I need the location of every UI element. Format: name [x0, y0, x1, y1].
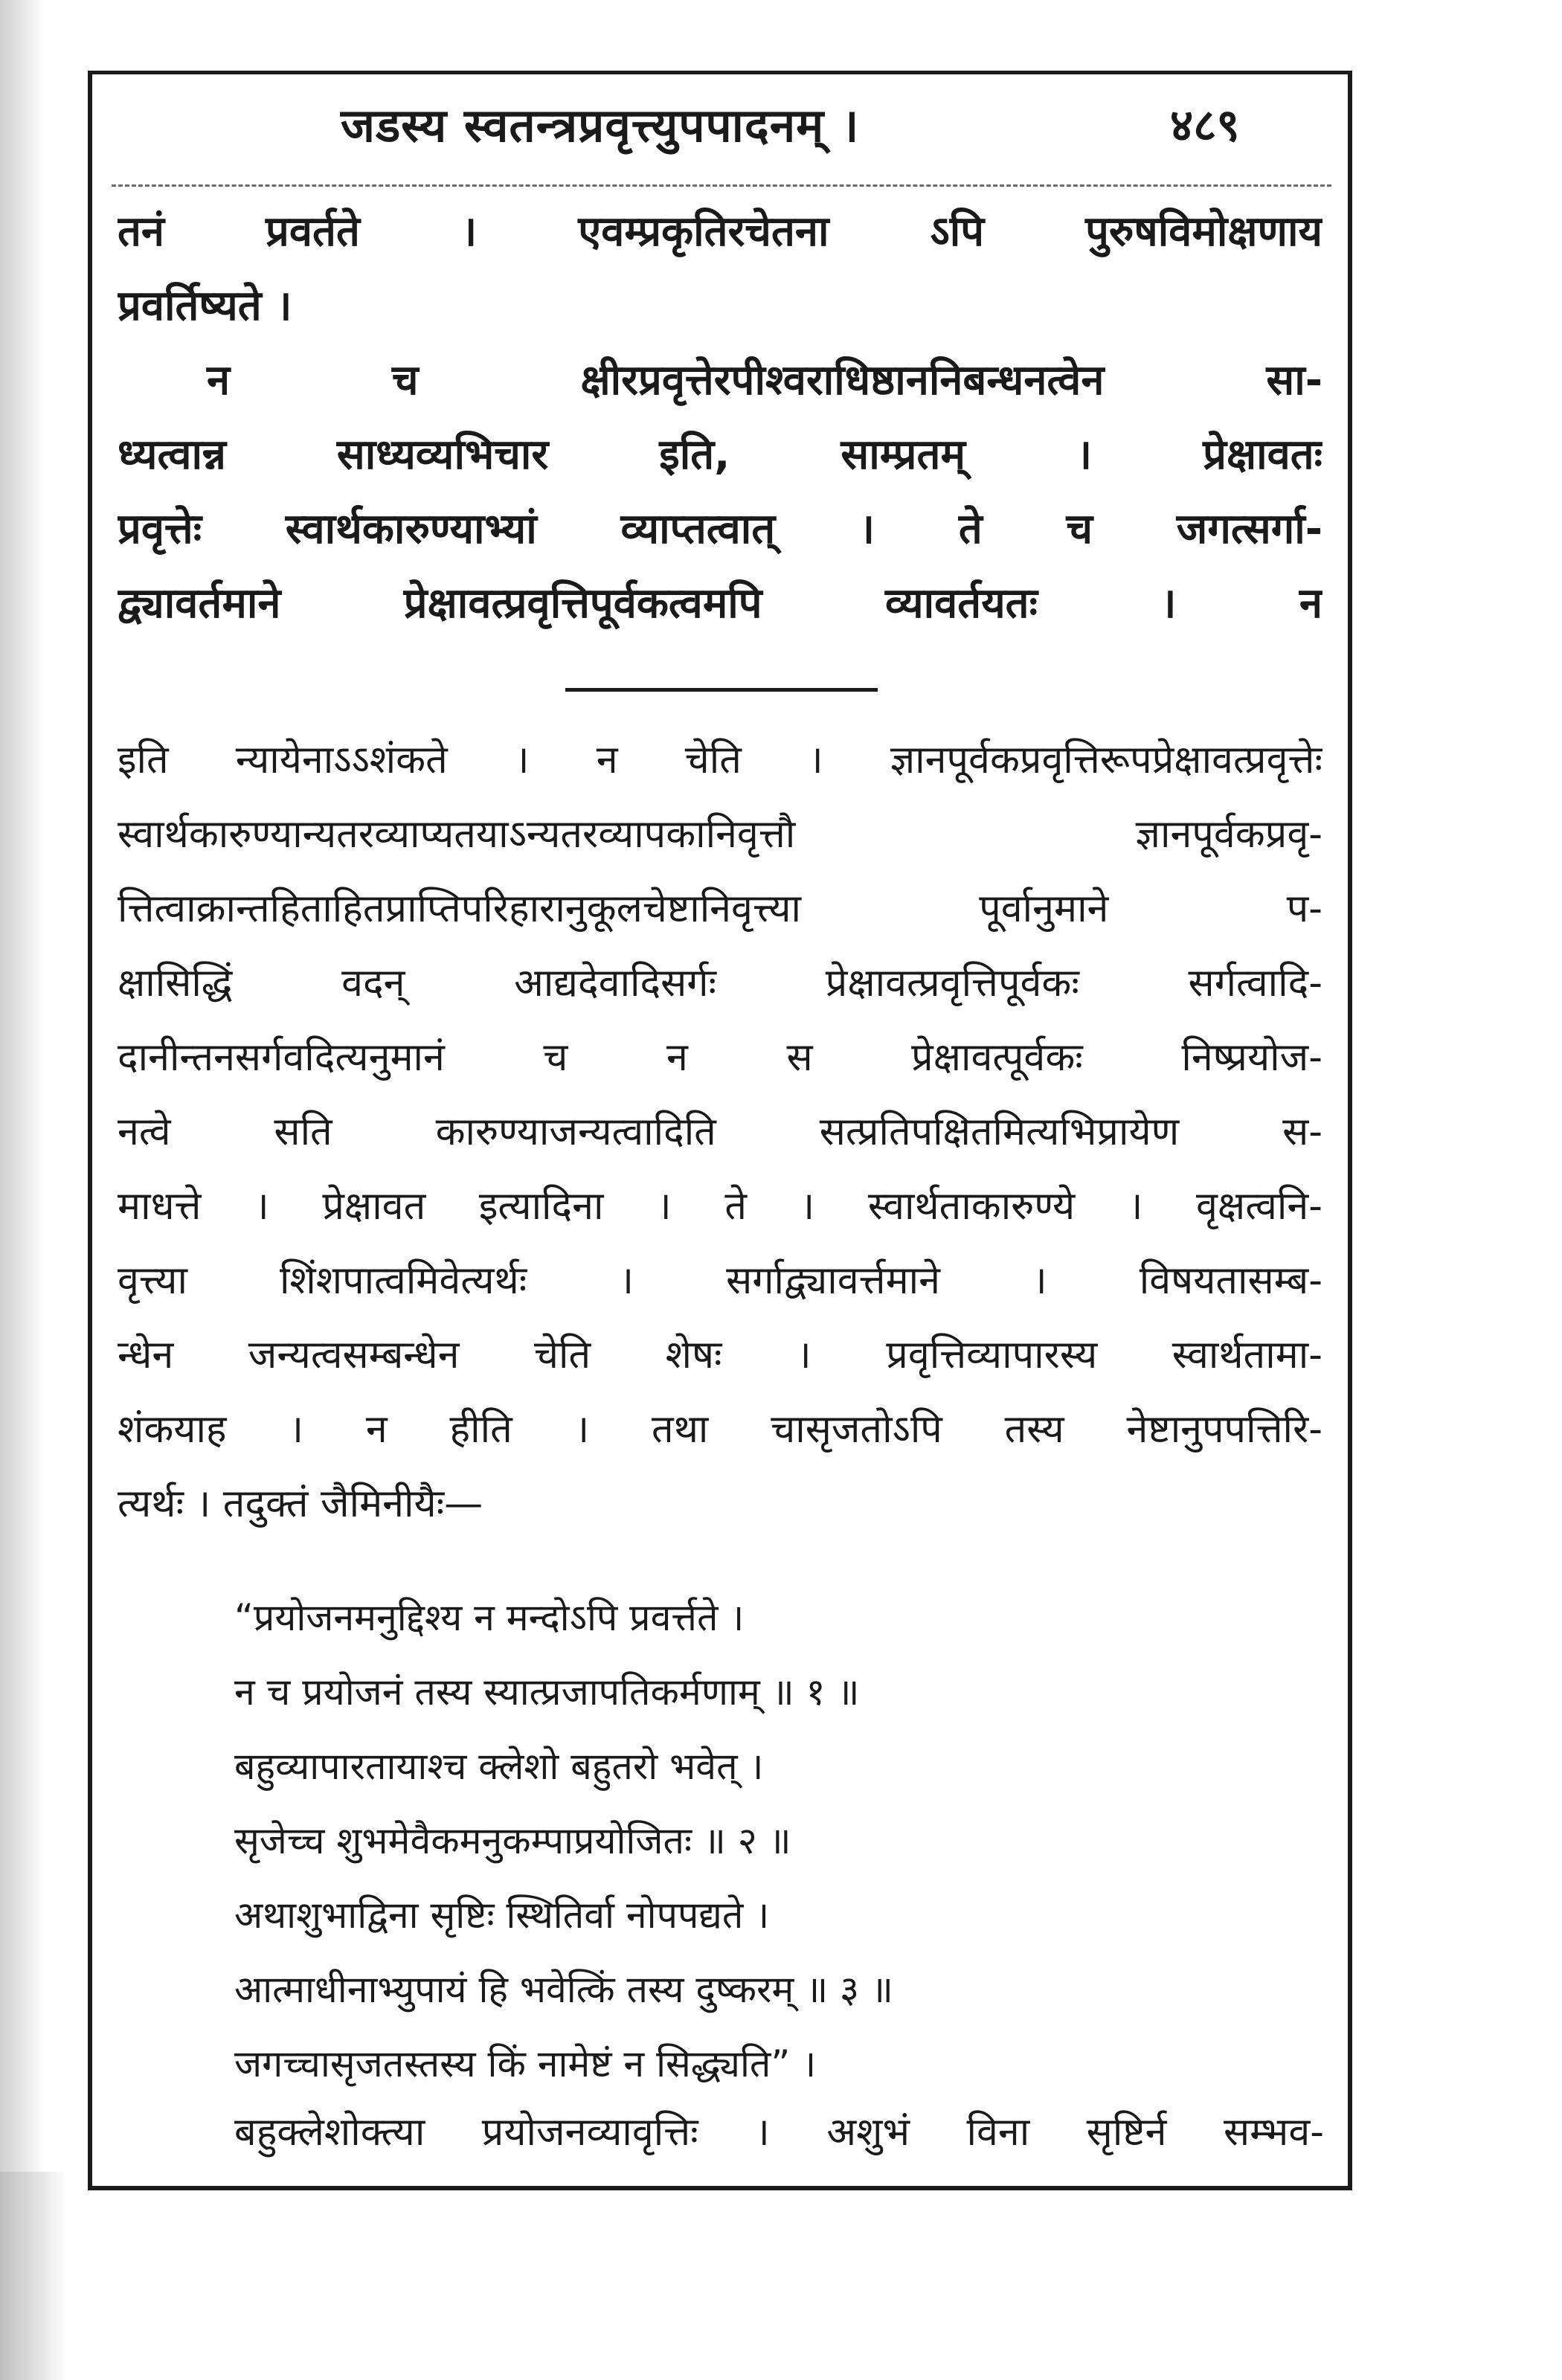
main-text-line: तनं प्रवर्तते । एवम्प्रकृतिरचेतना ऽपि पुरुषविमोक्षणाय [118, 208, 1322, 256]
commentary-line: इति न्यायेनाऽऽशंकते । न चेति । ज्ञानपूर्वकप्रवृत्तिरूपप्रेक्षावत्प्रवृत्तेः [118, 738, 1322, 782]
commentary-line: स्वार्थकारुण्यान्यतरव्याप्यतयाऽन्यतरव्यापकानिवृत्तौ ज्ञानपूर्वकप्रवृ- [118, 812, 1322, 857]
main-text-line: द्व्यावर्तमाने प्रेक्षावत्प्रवृत्तिपूर्वकत्वमपि व्यावर्तयतः । न [118, 579, 1322, 628]
main-text-line: प्रवर्तिष्यते । [118, 282, 292, 330]
verse-line: न च प्रयोजनं तस्य स्यात्प्रजापतिकर्मणाम् ॥ १ ॥ [234, 1670, 860, 1714]
scan-shadow-corner [0, 2172, 67, 2380]
commentary-line: माधत्ते । प्रेक्षावत इत्यादिना । ते । स्वार्थताकारुण्ये । वृक्षत्वनि- [118, 1184, 1322, 1229]
verse-line: आत्माधीनाभ्युपायं हि भवेत्किं तस्य दुष्करम् ॥ ३ ॥ [234, 1968, 893, 2011]
commentary-line: नत्वे सति कारुण्याजन्यत्वादिति सत्प्रतिपक्षितमित्यभिप्रायेण स- [118, 1110, 1322, 1154]
scan-shadow-edge [0, 0, 45, 2380]
commentary-text [118, 723, 1322, 1541]
main-text-line: प्रवृत्तेः स्वार्थकारुण्याभ्यां व्याप्तत्वात् । ते च जगत्सर्गा- [118, 505, 1322, 553]
verse-line: जगच्चासृजतस्तस्य किं नामेष्टं न सिद्ध्यति” । [234, 2042, 817, 2085]
commentary-line: त्यर्थः । तदुक्तं जैमिनीयैः— [118, 1482, 483, 1526]
page-number: ४८९ [1170, 100, 1240, 152]
quoted-verses [234, 1580, 1276, 2101]
commentary-continuation-line: बहुक्लेशोक्त्या प्रयोजनव्यावृत्तिः । अशुभं विना सृष्टिर्न सम्भव- [234, 2110, 1324, 2155]
main-text-line: न च क्षीरप्रवृत्तेरपीश्वराधिष्ठाननिबन्धनत्वेन सा- [207, 356, 1322, 405]
running-title: जडस्य स्वतन्त्रप्रवृत्त्युपपादनम् । [341, 98, 860, 152]
commentary-line: दानीन्तनसर्गवदित्यनुमानं च न स प्रेक्षावत्पूर्वकः निष्प्रयोज- [118, 1035, 1322, 1080]
header-rule [112, 184, 1331, 187]
verse-line: बहुव्यापारतायाश्च क्लेशो बहुतरो भवेत् । [234, 1745, 764, 1788]
verse-line: “प्रयोजनमनुद्दिश्य न मन्दोऽपि प्रवर्त्तते । [234, 1596, 745, 1639]
running-head [88, 93, 1352, 160]
main-text [118, 195, 1322, 641]
verse-line: सृजेच्च शुभमेवैकमनुकम्पाप्रयोजितः ॥ २ ॥ [234, 1819, 791, 1862]
commentary-line: क्षासिद्धिं वदन् आद्यदेवादिसर्गः प्रेक्षावत्प्रवृत्तिपूर्वकः सर्गत्वादि- [118, 961, 1322, 1006]
commentary-line: शंकयाह । न हीति । तथा चासृजतोऽपि तस्य नेष्टानुपपत्तिरि- [118, 1407, 1322, 1452]
commentary-line: न्धेन जन्यत्वसम्बन्धेन चेति शेषः । प्रवृत्तिव्यापारस्य स्वार्थतामा- [118, 1333, 1322, 1377]
commentary-line: त्तित्वाक्रान्तहिताहितप्राप्तिपरिहारानुकूलचेष्टानिवृत्त्या पूर्वानुमाने प- [118, 887, 1322, 931]
commentary-line: वृत्त्या शिंशपात्वमिवेत्यर्थः । सर्गाद्व्यावर्त्तमाने । विषयतासम्ब- [118, 1258, 1322, 1303]
verse-line: अथाशुभाद्विना सृष्टिः स्थितिर्वा नोपपद्यते । [234, 1894, 770, 1937]
section-separator [565, 688, 878, 692]
main-text-line: ध्यत्वान्न साध्यव्यभिचार इति, साम्प्रतम् । प्रेक्षावतः [118, 431, 1322, 479]
